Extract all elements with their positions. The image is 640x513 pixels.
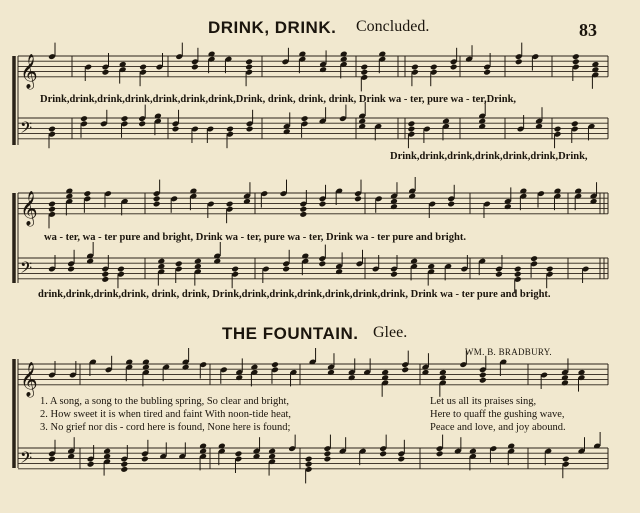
note-head <box>67 266 75 273</box>
note-head <box>172 126 180 133</box>
note-head <box>354 195 362 202</box>
note-head <box>117 266 125 273</box>
composer-credit: WM. B. BRADBURY. <box>465 347 552 357</box>
note-head <box>48 206 56 213</box>
note-head <box>139 64 147 71</box>
note-head <box>226 201 234 208</box>
note-head <box>120 461 128 468</box>
note-head <box>153 195 161 202</box>
bass-clef-icon: 𝄢 <box>20 118 33 141</box>
note-head <box>318 260 326 267</box>
note-head <box>408 120 416 127</box>
note-head <box>231 266 239 273</box>
song-title-drink: DRINK, DRINK. <box>208 18 337 37</box>
note-head <box>546 266 554 273</box>
note-head <box>514 271 522 278</box>
page-number: 83 <box>579 20 597 40</box>
note-head <box>235 450 243 457</box>
note-head <box>83 190 91 197</box>
note-head <box>562 456 570 463</box>
note-head <box>175 260 183 267</box>
note-head <box>191 64 199 71</box>
note-head <box>408 126 416 133</box>
song-subtitle-concluded: Concluded. <box>356 18 430 35</box>
note-head <box>120 466 128 473</box>
note-head <box>305 456 313 463</box>
verse-3-left: 3. No grief nor dis - cord here is found, None here is found; <box>40 422 291 433</box>
note-head <box>572 58 580 65</box>
note-head <box>450 64 458 71</box>
note-head <box>48 201 56 208</box>
note-head <box>430 64 438 71</box>
note-head <box>436 450 444 457</box>
note-head <box>515 58 523 65</box>
note-head <box>411 64 419 71</box>
note-head <box>360 69 368 76</box>
note-head <box>80 115 88 122</box>
note-head <box>48 456 56 463</box>
note-head <box>495 271 503 278</box>
note-head <box>299 211 307 218</box>
song-title-fountain: THE FOUNTAIN. <box>222 324 359 343</box>
bass-clef-icon: 𝄢 <box>20 448 33 471</box>
note-head <box>271 361 279 368</box>
verse-2-right: Here to quaff the gushing wave, <box>430 409 565 420</box>
note-head <box>360 64 368 71</box>
lyrics-line-1b: Drink,drink,drink,drink,drink,drink,Drink, <box>390 151 588 162</box>
note-head <box>121 115 129 122</box>
note-head <box>305 461 313 468</box>
note-head <box>401 366 409 373</box>
verse-1-left: 1. A song, a song to the bubling spring, So clear and bright, <box>40 396 290 407</box>
note-head <box>479 372 487 379</box>
note-head <box>153 201 161 208</box>
note-head <box>319 201 327 208</box>
verse-2-left: 2. How sweet it is when tired and faint With noon-tide heat, <box>40 409 292 420</box>
note-head <box>323 456 331 463</box>
treble-clef-icon: 𝄞 <box>20 53 38 89</box>
note-head <box>141 456 149 463</box>
note-head <box>48 126 56 133</box>
note-head <box>102 69 110 76</box>
note-head <box>101 271 109 278</box>
lyrics-line-1a: Drink,drink,drink,drink,drink,drink,drink,Drink, drink, drink, drink, Drink wa - ter, pure wa - ter,Drink, <box>40 94 517 105</box>
note-head <box>530 255 538 262</box>
verse-1-right: Let us all its praises sing, <box>430 396 537 407</box>
note-head <box>323 450 331 457</box>
note-head <box>301 115 309 122</box>
note-head <box>282 266 290 273</box>
treble-clef-icon: 𝄞 <box>20 190 38 226</box>
note-head <box>397 456 405 463</box>
note-head <box>87 461 95 468</box>
note-head <box>390 271 398 278</box>
note-head <box>479 377 487 384</box>
note-head <box>226 126 234 133</box>
note-head <box>245 64 253 71</box>
note-head <box>554 126 562 133</box>
verse-3-right: Peace and love, and joy abound. <box>430 422 566 433</box>
note-head <box>246 126 254 133</box>
note-head <box>299 206 307 213</box>
bass-clef-icon: 𝄢 <box>20 258 33 281</box>
note-head <box>379 450 387 457</box>
song-subtitle-glee: Glee. <box>373 324 408 341</box>
note-head <box>483 69 491 76</box>
lyrics-line-2a: wa - ter, wa - ter pure and bright, Drink wa - ter, pure wa - ter, Drink wa - ter pure and bright. <box>44 232 466 243</box>
note-head <box>514 266 522 273</box>
note-head <box>101 276 109 283</box>
lyrics-line-2b: drink,drink,drink,drink, drink, drink, Drink,drink,drink,drink,drink,drink,drink, Drink wa - ter pure and bright. <box>38 289 551 300</box>
note-head <box>245 58 253 65</box>
note-head <box>571 120 579 127</box>
treble-clef-icon: 𝄞 <box>20 361 38 397</box>
note-head <box>572 53 580 60</box>
note-head <box>138 120 146 127</box>
note-head <box>447 201 455 208</box>
